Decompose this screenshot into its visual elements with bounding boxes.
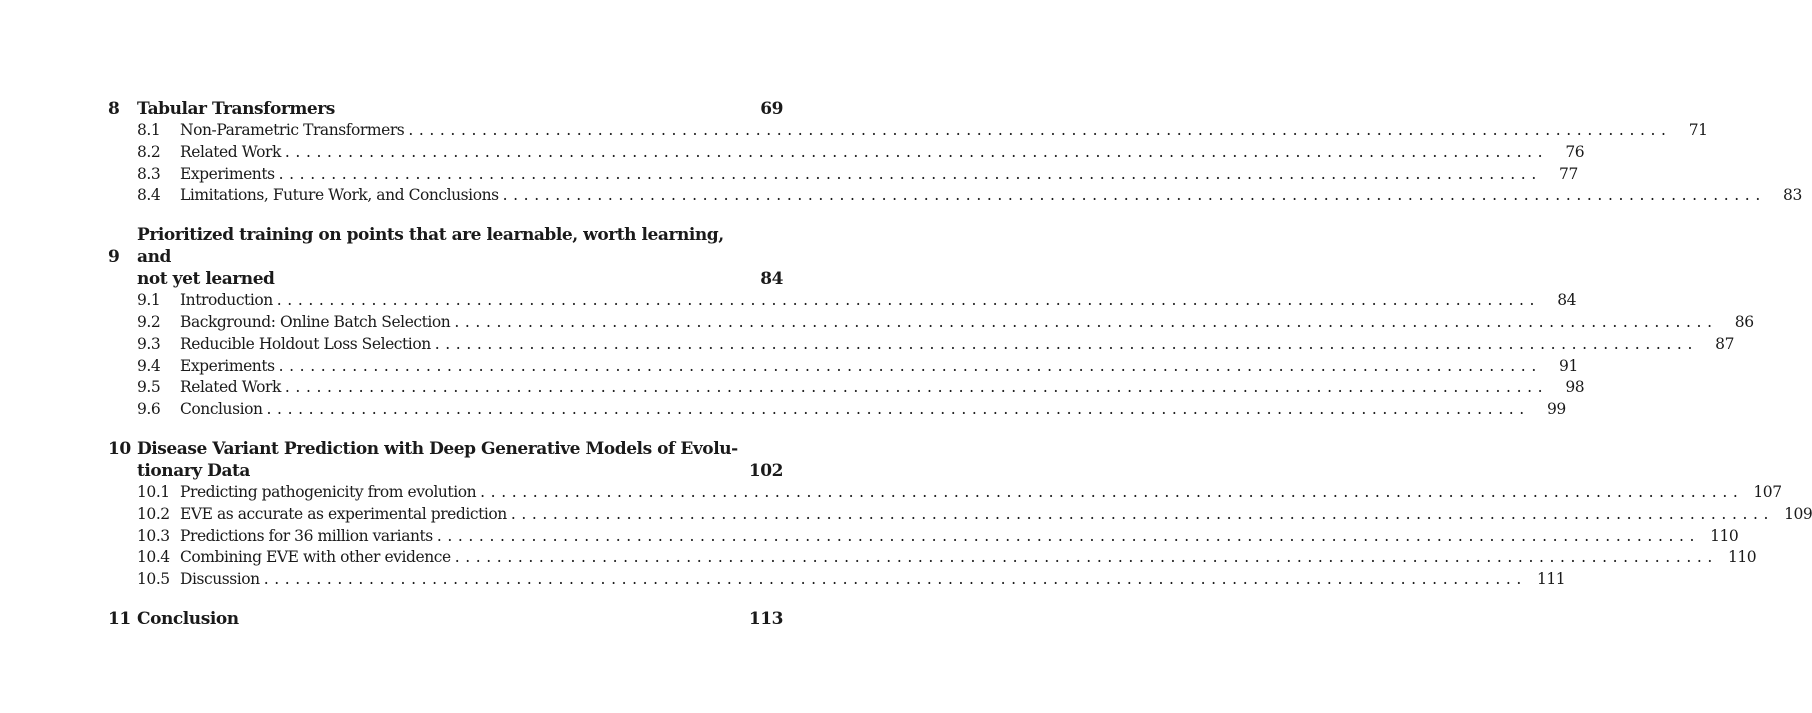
dot-leader: ........................................................................................................................: [278, 164, 1542, 183]
section-title: Conclusion: [180, 400, 263, 419]
dot-leader: ........................................................................................................................: [266, 400, 1530, 419]
section-page-number: 84: [1557, 291, 1577, 310]
toc-section[interactable]: [108, 377, 1585, 399]
dot-leader: ........................................................................................................................: [454, 312, 1718, 331]
section-number: 9.6: [137, 400, 161, 419]
section-number: 9.2: [137, 312, 161, 331]
chapter-title: Conclusion: [137, 608, 239, 629]
section-page-number: 83: [1783, 186, 1802, 205]
section-title: Related Work: [180, 142, 281, 161]
section-title: Experiments: [180, 164, 275, 183]
dot-leader: ........................................................................................................................: [436, 526, 1701, 545]
toc-section[interactable]: [108, 142, 1585, 164]
chapter-heading-continued[interactable]: [108, 268, 783, 290]
dot-leader: ........................................................................................................................: [278, 356, 1542, 375]
toc-section[interactable]: [108, 356, 1578, 378]
chapter-number: 10: [108, 438, 131, 459]
section-title: Introduction: [180, 291, 273, 310]
chapter-page-number: 84: [760, 269, 783, 290]
dot-leader: ........................................................................................................................: [284, 378, 1549, 397]
section-number: 9.4: [137, 356, 161, 375]
section-number: 8.2: [137, 142, 161, 161]
section-number: 10.4: [137, 548, 170, 567]
toc-section[interactable]: [108, 185, 1802, 207]
dot-leader: ........................................................................................................................: [263, 570, 1527, 589]
toc-section[interactable]: [108, 312, 1754, 334]
toc-chapter-10: [108, 438, 1812, 591]
toc-section[interactable]: [108, 290, 1577, 312]
toc-section[interactable]: [108, 334, 1734, 356]
section-number: 10.2: [137, 504, 170, 523]
dot-leader: ........................................................................................................................: [434, 334, 1698, 353]
section-page-number: 111: [1536, 570, 1566, 589]
section-title: Discussion: [180, 570, 260, 589]
chapter-title-line-1: Disease Variant Prediction with Deep Generative Models of Evolu-: [137, 438, 738, 459]
section-title: EVE as accurate as experimental prediction: [180, 504, 507, 523]
section-number: 10.5: [137, 570, 170, 589]
section-page-number: 99: [1546, 400, 1566, 419]
section-title: Predicting pathogenicity from evolution: [180, 482, 477, 501]
section-number: 8.1: [137, 121, 161, 139]
chapter-heading[interactable]: [108, 438, 783, 460]
dot-leader: ........................................................................................................................: [284, 142, 1549, 161]
chapter-page-number: 69: [760, 99, 783, 119]
chapter-title-line-2: tionary Data: [137, 460, 251, 481]
chapter-number: 8: [108, 99, 120, 119]
section-title: Background: Online Batch Selection: [180, 312, 451, 331]
section-page-number: 77: [1559, 164, 1578, 183]
section-page-number: 91: [1559, 356, 1578, 375]
section-page-number: 107: [1753, 482, 1782, 501]
section-number: 9.1: [137, 291, 161, 310]
toc-section[interactable]: [108, 164, 1578, 186]
chapter-heading[interactable]: [108, 224, 783, 268]
chapter-page-number: 102: [748, 460, 783, 481]
section-page-number: 76: [1565, 142, 1585, 161]
section-title: Non-Parametric Transformers: [180, 121, 405, 139]
chapter-title-line-2: not yet learned: [137, 269, 275, 290]
section-page-number: 110: [1710, 526, 1739, 545]
section-number: 10.3: [137, 526, 170, 545]
section-title: Reducible Holdout Loss Selection: [180, 334, 431, 353]
toc-chapter-11: [108, 608, 783, 630]
toc-section[interactable]: [108, 547, 1757, 569]
dot-leader: ........................................................................................................................: [502, 186, 1766, 205]
section-title: Combining EVE with other evidence: [180, 548, 451, 567]
toc-chapter-9: [108, 224, 1754, 421]
dot-leader: ........................................................................................................................: [480, 482, 1744, 501]
dot-leader: ........................................................................................................................: [454, 548, 1718, 567]
toc-section[interactable]: [108, 504, 1812, 526]
dot-leader: ........................................................................................................................: [510, 504, 1775, 523]
section-page-number: 71: [1688, 121, 1708, 139]
section-title: Experiments: [180, 356, 275, 375]
chapter-heading-continued[interactable]: [108, 460, 783, 482]
chapter-number: 11: [108, 608, 131, 629]
chapter-title: [137, 224, 783, 268]
section-page-number: 86: [1734, 312, 1754, 331]
table-of-contents: [108, 98, 1812, 647]
chapter-heading[interactable]: [108, 98, 783, 120]
section-page-number: 87: [1715, 334, 1734, 353]
toc-section[interactable]: [108, 120, 1708, 142]
dot-leader: ........................................................................................................................: [276, 291, 1541, 310]
section-title: Predictions for 36 million variants: [180, 526, 433, 545]
chapter-title-line-1: Prioritized training on points that are learnable, worth learning, and: [137, 225, 724, 268]
section-page-number: 109: [1784, 504, 1812, 523]
chapter-number: 9: [108, 247, 120, 268]
section-title: Limitations, Future Work, and Conclusions: [180, 186, 499, 205]
section-number: 9.3: [137, 334, 161, 353]
toc-section[interactable]: [108, 482, 1782, 504]
chapter-heading[interactable]: [108, 608, 783, 630]
toc-chapter-8: [108, 98, 1802, 207]
section-number: 8.3: [137, 164, 161, 183]
section-page-number: 110: [1727, 548, 1757, 567]
section-title: Related Work: [180, 378, 281, 397]
toc-section[interactable]: [108, 399, 1566, 421]
toc-section[interactable]: [108, 526, 1739, 548]
dot-leader: ........................................................................................................................: [408, 121, 1672, 139]
chapter-title: Tabular Transformers: [137, 99, 335, 119]
section-number: 8.4: [137, 186, 161, 205]
chapter-page-number: 113: [748, 608, 783, 629]
section-number: 9.5: [137, 378, 161, 397]
toc-section[interactable]: [108, 569, 1566, 591]
section-number: 10.1: [137, 482, 170, 501]
section-page-number: 98: [1565, 378, 1585, 397]
